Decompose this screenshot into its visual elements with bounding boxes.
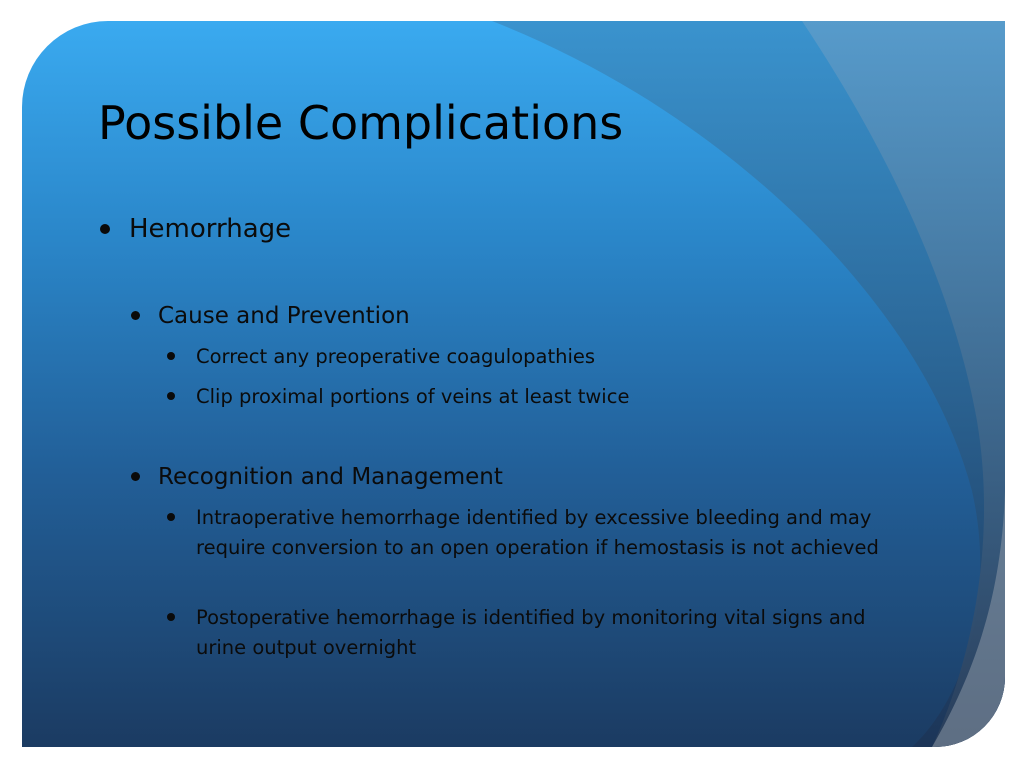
bullet-dot [167,613,175,621]
bullet-cause-and-prevention [131,301,931,331]
bullet-recognition-and-management [131,462,931,492]
bullet-correct-coagulopathies [167,342,907,372]
bullet-text: Hemorrhage [129,214,292,244]
bullet-dot [131,472,140,481]
bullet-dot [167,392,175,400]
bullet-text: Intraoperative hemorrhage identified by excessive bleeding and may require conversion to an open operation if hemostasis is not achieved [196,506,879,559]
bullet-text: Recognition and Management [158,464,503,490]
bullet-postoperative-hemorrhage [167,603,907,663]
bullet-text: Postoperative hemorrhage is identified by monitoring vital signs and urine output overnight [196,606,866,659]
bullet-hemorrhage [100,211,920,247]
bullet-text: Clip proximal portions of veins at least twice [196,385,630,408]
bullet-clip-veins [167,382,907,412]
slide [22,21,1005,747]
bullet-dot [100,224,110,234]
slide-content [22,21,1005,747]
bullet-intraoperative-hemorrhage [167,503,907,563]
bullet-text: Cause and Prevention [158,303,410,329]
slide-title: Possible Complications [98,96,624,150]
bullet-dot [167,352,175,360]
bullet-dot [131,311,140,320]
bullet-dot [167,513,175,521]
bullet-text: Correct any preoperative coagulopathies [196,345,596,368]
